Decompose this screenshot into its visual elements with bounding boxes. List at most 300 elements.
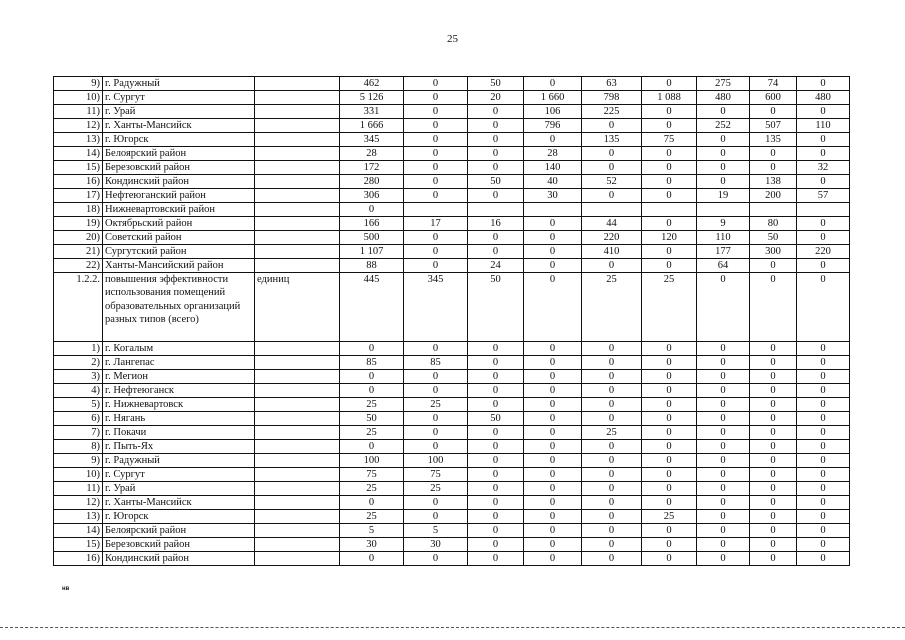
value-cell: 0 (797, 482, 850, 496)
row-number-cell: 7) (54, 426, 103, 440)
value-cell: 0 (750, 482, 797, 496)
value-cell: 0 (340, 552, 404, 566)
value-cell: 0 (797, 384, 850, 398)
value-cell: 0 (697, 161, 750, 175)
value-cell: 5 (404, 524, 468, 538)
value-cell: 0 (404, 245, 468, 259)
row-name-cell: Белоярский район (103, 147, 255, 161)
value-cell: 0 (697, 342, 750, 356)
row-unit-cell (255, 482, 340, 496)
value-cell: 0 (797, 496, 850, 510)
value-cell: 0 (340, 496, 404, 510)
row-name-cell: г. Ханты-Мансийск (103, 119, 255, 133)
value-cell: 0 (468, 482, 524, 496)
row-number-cell: 1) (54, 342, 103, 356)
value-cell: 0 (697, 398, 750, 412)
table-row (54, 496, 850, 510)
value-cell: 74 (750, 77, 797, 91)
value-cell: 16 (468, 217, 524, 231)
row-number-cell: 5) (54, 398, 103, 412)
value-cell: 0 (642, 524, 697, 538)
row-number-cell: 2) (54, 356, 103, 370)
value-cell: 0 (642, 482, 697, 496)
value-cell: 0 (524, 440, 582, 454)
table-row (54, 412, 850, 426)
value-cell: 225 (582, 105, 642, 119)
value-cell: 110 (697, 231, 750, 245)
value-cell: 0 (797, 538, 850, 552)
value-cell: 0 (524, 133, 582, 147)
value-cell: 600 (750, 91, 797, 105)
value-cell: 57 (797, 189, 850, 203)
row-name-cell: Сургутский район (103, 245, 255, 259)
value-cell: 0 (697, 454, 750, 468)
row-name-cell: Нижневартовский район (103, 203, 255, 217)
value-cell: 0 (404, 510, 468, 524)
value-cell: 25 (340, 510, 404, 524)
value-cell: 0 (642, 259, 697, 273)
row-unit-cell (255, 189, 340, 203)
row-name-cell: Нефтеюганский район (103, 189, 255, 203)
value-cell: 0 (797, 105, 850, 119)
value-cell: 0 (404, 384, 468, 398)
value-cell: 0 (468, 524, 524, 538)
table-row (54, 468, 850, 482)
value-cell: 252 (697, 119, 750, 133)
value-cell: 0 (524, 370, 582, 384)
value-cell: 0 (697, 384, 750, 398)
value-cell: 0 (582, 356, 642, 370)
table-row (54, 398, 850, 412)
table-row (54, 510, 850, 524)
value-cell: 0 (642, 370, 697, 384)
value-cell: 0 (642, 440, 697, 454)
value-cell: 0 (582, 496, 642, 510)
value-cell: 0 (750, 454, 797, 468)
value-cell: 462 (340, 77, 404, 91)
row-number-cell: 14) (54, 147, 103, 161)
table-row (54, 217, 850, 231)
value-cell: 0 (797, 510, 850, 524)
value-cell: 0 (524, 245, 582, 259)
row-number-cell: 21) (54, 245, 103, 259)
value-cell: 0 (697, 538, 750, 552)
value-cell: 75 (404, 468, 468, 482)
value-cell: 0 (468, 510, 524, 524)
value-cell: 0 (404, 370, 468, 384)
value-cell: 0 (697, 440, 750, 454)
value-cell: 0 (404, 147, 468, 161)
value-cell: 0 (340, 384, 404, 398)
row-number-cell: 17) (54, 189, 103, 203)
value-cell: 0 (524, 454, 582, 468)
row-name-cell: г. Мегион (103, 370, 255, 384)
value-cell: 177 (697, 245, 750, 259)
value-cell: 135 (582, 133, 642, 147)
value-cell: 1 107 (340, 245, 404, 259)
value-cell: 0 (750, 496, 797, 510)
value-cell: 0 (404, 133, 468, 147)
value-cell: 0 (524, 342, 582, 356)
value-cell: 0 (582, 398, 642, 412)
value-cell: 0 (697, 273, 750, 342)
value-cell: 0 (524, 482, 582, 496)
value-cell: 0 (797, 552, 850, 566)
value-cell: 0 (582, 342, 642, 356)
row-name-cell: г. Урай (103, 482, 255, 496)
value-cell: 0 (524, 217, 582, 231)
value-cell: 0 (468, 342, 524, 356)
value-cell: 0 (642, 245, 697, 259)
value-cell: 25 (340, 426, 404, 440)
value-cell: 25 (582, 273, 642, 342)
value-cell: 50 (340, 412, 404, 426)
value-cell: 30 (404, 538, 468, 552)
value-cell: 0 (404, 175, 468, 189)
value-cell: 0 (404, 77, 468, 91)
value-cell: 63 (582, 77, 642, 91)
value-cell: 0 (697, 496, 750, 510)
value-cell: 80 (750, 217, 797, 231)
value-cell: 0 (468, 147, 524, 161)
row-unit-cell (255, 147, 340, 161)
row-name-cell: Советский район (103, 231, 255, 245)
value-cell: 0 (642, 356, 697, 370)
value-cell: 0 (404, 91, 468, 105)
value-cell: 0 (468, 468, 524, 482)
value-cell: 0 (750, 440, 797, 454)
value-cell: 30 (340, 538, 404, 552)
row-unit-cell (255, 426, 340, 440)
table-row (54, 231, 850, 245)
value-cell: 0 (642, 342, 697, 356)
row-number-cell: 20) (54, 231, 103, 245)
value-cell: 0 (797, 370, 850, 384)
value-cell: 140 (524, 161, 582, 175)
row-name-cell: г. Лангепас (103, 356, 255, 370)
value-cell: 110 (797, 119, 850, 133)
table-row (54, 454, 850, 468)
table-row (54, 552, 850, 566)
row-number-cell: 1.2.2. (54, 273, 103, 342)
value-cell: 0 (468, 161, 524, 175)
value-cell: 0 (468, 426, 524, 440)
value-cell: 0 (468, 133, 524, 147)
row-unit-cell (255, 384, 340, 398)
value-cell: 50 (750, 231, 797, 245)
row-number-cell: 10) (54, 91, 103, 105)
value-cell: 0 (797, 77, 850, 91)
value-cell: 0 (524, 552, 582, 566)
value-cell: 280 (340, 175, 404, 189)
row-name-cell: г. Когалым (103, 342, 255, 356)
value-cell: 0 (697, 175, 750, 189)
value-cell: 0 (404, 440, 468, 454)
value-cell: 0 (642, 468, 697, 482)
row-number-cell: 15) (54, 161, 103, 175)
value-cell: 20 (468, 91, 524, 105)
value-cell: 0 (340, 440, 404, 454)
value-cell: 0 (582, 119, 642, 133)
value-cell: 0 (582, 552, 642, 566)
value-cell: 306 (340, 189, 404, 203)
value-cell: 0 (642, 175, 697, 189)
row-name-cell: Белоярский район (103, 524, 255, 538)
value-cell: 0 (750, 412, 797, 426)
value-cell: 5 (340, 524, 404, 538)
value-cell: 507 (750, 119, 797, 133)
value-cell: 0 (582, 482, 642, 496)
value-cell: 0 (340, 203, 404, 217)
row-name-cell: Березовский район (103, 161, 255, 175)
row-unit-cell (255, 356, 340, 370)
value-cell: 0 (642, 161, 697, 175)
value-cell: 480 (697, 91, 750, 105)
row-name-cell: г. Югорск (103, 510, 255, 524)
value-cell: 0 (582, 259, 642, 273)
value-cell: 345 (404, 273, 468, 342)
row-number-cell: 16) (54, 175, 103, 189)
value-cell: 172 (340, 161, 404, 175)
row-number-cell: 9) (54, 454, 103, 468)
value-cell: 220 (582, 231, 642, 245)
value-cell: 1 088 (642, 91, 697, 105)
row-name-cell: Березовский район (103, 538, 255, 552)
value-cell: 0 (524, 426, 582, 440)
row-unit-cell (255, 496, 340, 510)
value-cell: 100 (340, 454, 404, 468)
row-number-cell: 12) (54, 496, 103, 510)
value-cell: 0 (582, 384, 642, 398)
value-cell: 0 (642, 538, 697, 552)
value-cell: 500 (340, 231, 404, 245)
row-unit-cell (255, 133, 340, 147)
bottom-rule (0, 627, 905, 628)
table-row (54, 133, 850, 147)
value-cell: 0 (750, 147, 797, 161)
value-cell: 0 (750, 273, 797, 342)
page-number: 25 (447, 33, 458, 45)
value-cell: 0 (750, 342, 797, 356)
value-cell: 5 126 (340, 91, 404, 105)
value-cell: 0 (582, 161, 642, 175)
value-cell: 0 (524, 231, 582, 245)
row-name-cell: г. Урай (103, 105, 255, 119)
row-unit-cell (255, 231, 340, 245)
value-cell: 410 (582, 245, 642, 259)
value-cell: 0 (524, 510, 582, 524)
table-row (54, 105, 850, 119)
table-row (54, 384, 850, 398)
row-unit-cell (255, 245, 340, 259)
row-number-cell: 12) (54, 119, 103, 133)
value-cell: 75 (642, 133, 697, 147)
row-name-cell: Октябрьский район (103, 217, 255, 231)
value-cell: 0 (468, 370, 524, 384)
row-name-cell: повышения эффективности использования помещений образовательных организаций разных типов (всего) (103, 273, 255, 342)
row-number-cell: 13) (54, 510, 103, 524)
value-cell (797, 203, 850, 217)
value-cell: 50 (468, 412, 524, 426)
table-row (54, 175, 850, 189)
value-cell: 0 (697, 482, 750, 496)
row-unit-cell (255, 440, 340, 454)
value-cell: 0 (642, 384, 697, 398)
row-number-cell: 10) (54, 468, 103, 482)
row-name-cell: г. Радужный (103, 454, 255, 468)
value-cell (468, 203, 524, 217)
row-unit-cell (255, 398, 340, 412)
value-cell (582, 203, 642, 217)
value-cell: 0 (750, 398, 797, 412)
value-cell: 0 (340, 370, 404, 384)
row-unit-cell (255, 91, 340, 105)
table-row (54, 273, 850, 342)
table-row (54, 189, 850, 203)
value-cell: 300 (750, 245, 797, 259)
footer-mark: нв (62, 586, 70, 592)
value-cell: 75 (340, 468, 404, 482)
value-cell: 25 (582, 426, 642, 440)
value-cell (697, 203, 750, 217)
value-cell: 0 (468, 496, 524, 510)
table-row (54, 440, 850, 454)
value-cell: 0 (642, 454, 697, 468)
value-cell: 0 (642, 552, 697, 566)
value-cell: 0 (404, 161, 468, 175)
value-cell: 0 (697, 356, 750, 370)
value-cell: 0 (797, 468, 850, 482)
value-cell: 0 (404, 119, 468, 133)
value-cell: 0 (468, 384, 524, 398)
value-cell: 0 (404, 105, 468, 119)
table-row (54, 203, 850, 217)
value-cell: 0 (468, 245, 524, 259)
value-cell: 0 (468, 454, 524, 468)
value-cell: 25 (404, 482, 468, 496)
row-unit-cell (255, 538, 340, 552)
value-cell: 9 (697, 217, 750, 231)
value-cell: 0 (582, 538, 642, 552)
value-cell: 200 (750, 189, 797, 203)
row-number-cell: 14) (54, 524, 103, 538)
value-cell: 0 (524, 496, 582, 510)
value-cell: 0 (404, 259, 468, 273)
value-cell: 0 (797, 454, 850, 468)
value-cell: 0 (797, 273, 850, 342)
table-row (54, 147, 850, 161)
value-cell: 0 (524, 398, 582, 412)
value-cell: 0 (697, 468, 750, 482)
row-unit-cell (255, 552, 340, 566)
value-cell: 50 (468, 77, 524, 91)
value-cell: 0 (797, 412, 850, 426)
value-cell: 25 (642, 273, 697, 342)
row-unit-cell (255, 105, 340, 119)
value-cell: 0 (468, 552, 524, 566)
value-cell: 0 (697, 510, 750, 524)
row-name-cell: г. Ханты-Мансийск (103, 496, 255, 510)
value-cell: 0 (524, 538, 582, 552)
value-cell: 0 (750, 384, 797, 398)
value-cell: 0 (697, 370, 750, 384)
row-name-cell: г. Радужный (103, 77, 255, 91)
value-cell: 0 (750, 105, 797, 119)
row-number-cell: 22) (54, 259, 103, 273)
value-cell: 25 (642, 510, 697, 524)
value-cell: 0 (797, 147, 850, 161)
value-cell (642, 203, 697, 217)
value-cell: 0 (524, 524, 582, 538)
row-unit-cell (255, 412, 340, 426)
value-cell: 331 (340, 105, 404, 119)
row-name-cell: г. Югорск (103, 133, 255, 147)
value-cell: 50 (468, 175, 524, 189)
value-cell: 445 (340, 273, 404, 342)
value-cell: 275 (697, 77, 750, 91)
value-cell: 0 (468, 356, 524, 370)
table-row (54, 259, 850, 273)
value-cell: 0 (404, 426, 468, 440)
row-name-cell: г. Сургут (103, 468, 255, 482)
value-cell: 0 (524, 273, 582, 342)
row-name-cell: г. Нефтеюганск (103, 384, 255, 398)
value-cell: 0 (404, 412, 468, 426)
table-row (54, 370, 850, 384)
value-cell: 0 (697, 524, 750, 538)
row-unit-cell (255, 454, 340, 468)
value-cell: 0 (582, 510, 642, 524)
table-row (54, 524, 850, 538)
value-cell: 0 (524, 356, 582, 370)
value-cell: 50 (468, 273, 524, 342)
table-row (54, 77, 850, 91)
value-cell: 0 (404, 552, 468, 566)
value-cell: 345 (340, 133, 404, 147)
row-number-cell: 19) (54, 217, 103, 231)
value-cell: 0 (468, 119, 524, 133)
value-cell: 0 (697, 133, 750, 147)
row-unit-cell (255, 77, 340, 91)
value-cell: 0 (797, 231, 850, 245)
value-cell (524, 203, 582, 217)
row-number-cell: 8) (54, 440, 103, 454)
value-cell: 0 (524, 468, 582, 482)
row-name-cell: Кондинский район (103, 552, 255, 566)
row-unit-cell (255, 468, 340, 482)
row-number-cell: 18) (54, 203, 103, 217)
value-cell: 0 (797, 133, 850, 147)
value-cell: 0 (697, 105, 750, 119)
row-unit-cell (255, 119, 340, 133)
row-number-cell: 11) (54, 105, 103, 119)
row-name-cell: Кондинский район (103, 175, 255, 189)
value-cell: 0 (582, 147, 642, 161)
table-row (54, 426, 850, 440)
table-row (54, 161, 850, 175)
row-name-cell: г. Покачи (103, 426, 255, 440)
value-cell: 135 (750, 133, 797, 147)
value-cell: 0 (524, 412, 582, 426)
value-cell: 0 (404, 189, 468, 203)
row-name-cell: г. Сургут (103, 91, 255, 105)
table-row (54, 245, 850, 259)
value-cell: 166 (340, 217, 404, 231)
value-cell: 64 (697, 259, 750, 273)
table-row (54, 356, 850, 370)
value-cell: 1 660 (524, 91, 582, 105)
value-cell: 19 (697, 189, 750, 203)
